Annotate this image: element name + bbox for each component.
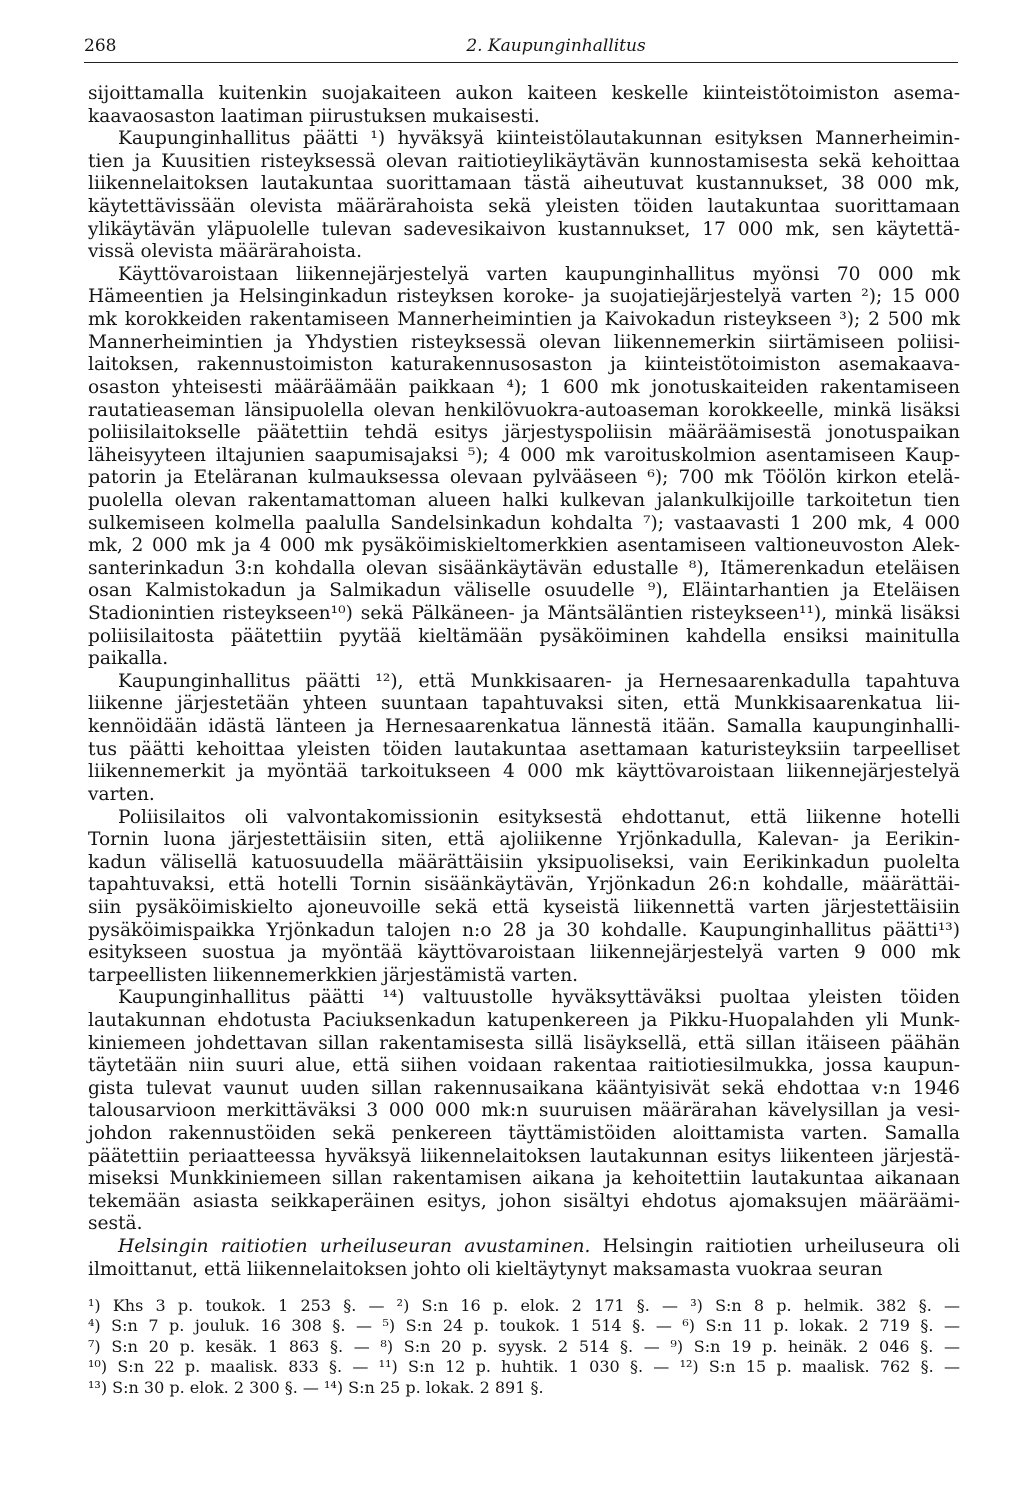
text-line: siin pysäköimiskielto ajoneuvoille sekä että kyseistä liikennettä varten järjestettäisiin	[88, 896, 960, 918]
text-line: Stadionintien risteykseen¹⁰) sekä Pälkäneen- ja Mäntsäläntien risteykseen¹¹), minkä lisäksi	[88, 603, 960, 625]
paragraph	[88, 807, 960, 988]
text-line: Kaupunginhallitus päätti ¹²), että Munkkisaaren- ja Hernesaarenkadulla tapahtuva	[118, 670, 960, 692]
text-line: kaavaosaston laatiman piirustuksen mukaisesti.	[88, 105, 540, 127]
text-line: lautakunnan ehdotusta Paciuksenkadun katupenkereen ja Pikku-Huopalahden yli Munk-	[88, 1009, 960, 1031]
footnotes	[88, 1296, 960, 1399]
text-line: mk korokkeiden rakentamiseen Mannerheimintien ja Kaivokadun risteykseen ³); 2 500 mk	[88, 309, 960, 331]
page-number: 268	[84, 36, 117, 56]
footnote-line: ⁴) S:n 7 p. jouluk. 16 308 §. — ⁵) S:n 24 p. toukok. 1 514 §. — ⁶) S:n 11 p. lokak. 2 719 §. —	[88, 1316, 960, 1336]
text-line: liikennelaitoksen lautakuntaa suorittamaan tästä aiheutuvat kustannukset, 38 000 mk,	[88, 173, 960, 195]
text-line: vissä olevista määrärahoista.	[88, 241, 363, 263]
footnote-line: ¹) Khs 3 p. toukok. 1 253 §. — ²) S:n 16 p. elok. 2 171 §. — ³) S:n 8 p. helmik. 382 §. —	[88, 1295, 960, 1315]
footnote-line: ¹³) S:n 30 p. elok. 2 300 §. — ¹⁴) S:n 25 p. lokak. 2 891 §.	[88, 1377, 544, 1397]
text-line: tapahtuvaksi, että hotelli Tornin sisäänkäytävän, Yrjönkadun 26:n kohdalle, määrättäi-	[88, 874, 960, 896]
paragraph	[88, 1236, 960, 1281]
text-line: esitykseen suostua ja myöntää käyttövaroistaan liikennejärjestelyä varten 9 000 mk	[88, 942, 960, 964]
text-line: liikenne järjestetään yhteen suuntaan tapahtuvaksi siten, että Munkkisaarenkatua lii-	[88, 693, 960, 715]
text-line: Hämeentien ja Helsinginkadun risteyksen koroke- ja suojatiejärjestelyä varten ²); 15 000	[88, 286, 960, 308]
text-line: tus päätti kehoittaa yleisten töiden lautakuntaa asettamaan katuristeyksiin tarpeelliset	[88, 738, 960, 760]
text-line: ylikäytävän yläpuolelle tulevan sadevesikaivon kustannukset, 17 000 mk, sen käytettä-	[88, 218, 960, 240]
text-line: ilmoittanut, että liikennelaitoksen johto oli kieltäytynyt maksamasta vuokraa seuran	[88, 1258, 883, 1280]
text-line: gista tulevat vaunut uuden sillan rakennusaikana kääntyisivät sekä ehdottaa v:n 1946	[88, 1077, 960, 1099]
text-line: sestä.	[88, 1213, 143, 1235]
text-line: Kaupunginhallitus päätti ¹⁴) valtuustolle hyväksyttäväksi puoltaa yleisten töiden	[118, 987, 960, 1009]
paragraph	[88, 83, 960, 128]
running-title: 2. Kaupunginhallitus	[466, 36, 646, 56]
text-line: liikennemerkit ja myöntää tarkoitukseen 4 000 mk käyttövaroistaan liikennejärjestelyä	[88, 761, 960, 783]
text-line	[88, 1236, 960, 1259]
text-line: Käyttövaroistaan liikennejärjestelyä varten kaupunginhallitus myönsi 70 000 mk	[118, 263, 960, 285]
body-text	[88, 83, 960, 1281]
footnote-line: ⁷) S:n 20 p. kesäk. 1 863 §. — ⁸) S:n 20 p. syysk. 2 514 §. — ⁹) S:n 19 p. heinäk. 2 046 §. —	[88, 1336, 960, 1356]
text-line: miseksi Munkkiniemeen sillan rakentamisen aikana ja kehoitettiin lautakuntaa aikanaan	[88, 1168, 960, 1190]
text-line: Kaupunginhallitus päätti ¹) hyväksyä kiinteistölautakunnan esityksen Mannerheimin-	[118, 128, 960, 150]
text-line: patorin ja Eteläranan kulmauksessa olevaan pylvääseen ⁶); 700 mk Töölön kirkon etelä-	[88, 467, 960, 489]
text-line: kadun välisellä katuosuudella määrättäisiin yksipuoliseksi, vain Eerikinkadun puolelta	[88, 851, 960, 873]
text-line: osaston yhteisesti määräämään paikkaan ⁴); 1 600 mk jonotuskaiteiden rakentamiseen	[88, 376, 960, 398]
text-line: sulkemiseen kolmella paalulla Sandelsinkadun kohdalta ⁷); vastaavasti 1 200 mk, 4 000	[88, 512, 960, 534]
text-line: pysäköimispaikka Yrjönkadun talojen n:o 28 ja 30 kohdalle. Kaupunginhallitus päätti¹³)	[88, 919, 960, 941]
text-line: rautatieaseman länsipuolella olevan henkilövuokra-autoaseman korokkeelle, minkä lisäksi	[88, 399, 960, 421]
text-line: Tornin luona järjestettäisiin siten, että ajoliikenne Yrjönkadulla, Kalevan- ja Eerikin-	[88, 829, 960, 851]
page-header	[84, 36, 958, 63]
text-line: tien ja Kuusitien risteyksessä olevan raitiotieylikäytävän kunnostamisesta sekä kehoittaa	[88, 150, 960, 172]
section-heading: Helsingin raitiotien urheiluseuran avustaminen.	[118, 1236, 591, 1258]
text-line-rest: Helsingin raitiotien urheiluseura oli	[590, 1236, 961, 1258]
text-line: johdon rakennustöiden sekä penkereen täyttämistöiden aloittamista varten. Samalla	[88, 1123, 960, 1145]
text-line: päätettiin periaatteessa hyväksyä liikennelaitoksen lautakunnan esitys liikenteen järjestä-	[88, 1145, 960, 1167]
paragraph	[88, 128, 960, 264]
footnote-line: ¹⁰) S:n 22 p. maalisk. 833 §. — ¹¹) S:n 12 p. huhtik. 1 030 §. — ¹²) S:n 15 p. maalisk. 762 §. —	[88, 1357, 960, 1377]
text-line: poliisilaitosta päätettiin pyytää kieltämään pysäköiminen kahdella ensiksi mainitulla	[88, 625, 960, 647]
text-line: laitoksen, rakennustoimiston katurakennusosaston ja kiinteistötoimiston asemakaava-	[88, 354, 960, 376]
text-line: sijoittamalla kuitenkin suojakaiteen aukon kaiteen keskelle kiinteistötoimiston asema-	[88, 83, 960, 104]
text-line: osan Kalmistokadun ja Salmikadun väliselle osuudelle ⁹), Eläintarhantien ja Eteläisen	[88, 580, 960, 602]
text-line: tekemään asiasta seikkaperäinen esitys, johon sisältyi ehdotus ajomaksujen määräämi-	[88, 1190, 960, 1212]
text-line: paikalla.	[88, 648, 169, 670]
paragraph	[88, 987, 960, 1236]
text-line: läheisyyteen iltajunien saapumisajaksi ⁵); 4 000 mk varoituskolmion asentamiseen Kaup-	[88, 444, 960, 466]
text-line: tarpeellisten liikennemerkkien järjestämistä varten.	[88, 964, 579, 986]
text-line: poliisilaitokselle päätettiin tehdä esitys järjestyspoliisin määräämisestä jonotuspaikan	[88, 422, 960, 444]
text-line: mk, 2 000 mk ja 4 000 mk pysäköimiskieltomerkkien asentamiseen valtioneuvoston Alek-	[88, 535, 960, 557]
text-line: käytettävissään olevista määrärahoista sekä yleisten töiden lautakuntaa suorittamaan	[88, 196, 960, 218]
text-line: varten.	[88, 783, 155, 805]
text-line: Poliisilaitos oli valvontakomissionin esityksestä ehdottanut, että liikenne hotelli	[118, 806, 960, 828]
text-line: Mannerheimintien ja Yhdystien risteyksessä olevan liikennemerkin siirtämiseen poliisi-	[88, 331, 960, 353]
text-line: puolella olevan rakentamattoman alueen halki kulkevan jalankulkijoille tarkoitetun tien	[88, 489, 960, 511]
text-line: kennöidään idästä länteen ja Hernesaarenkatua lännestä itään. Samalla kaupunginhalli-	[88, 716, 960, 738]
text-line: santerinkadun 3:n kohdalla olevan sisäänkäytävän edustalle ⁸), Itämerenkadun eteläisen	[88, 557, 960, 579]
text-line: kiniemeen johdettavan sillan rakentamisesta sillä lisäyksellä, että sillan itäiseen päähän	[88, 1032, 960, 1054]
text-line: talousarvioon merkittäväksi 3 000 000 mk:n suuruisen määrärahan kävelysillan ja vesi-	[88, 1100, 960, 1122]
paragraph	[88, 671, 960, 807]
paragraph	[88, 264, 960, 671]
text-line: täytetään niin suuri alue, että siihen voidaan rakentaa raitiotiesilmukka, jossa kaupun-	[88, 1055, 960, 1077]
